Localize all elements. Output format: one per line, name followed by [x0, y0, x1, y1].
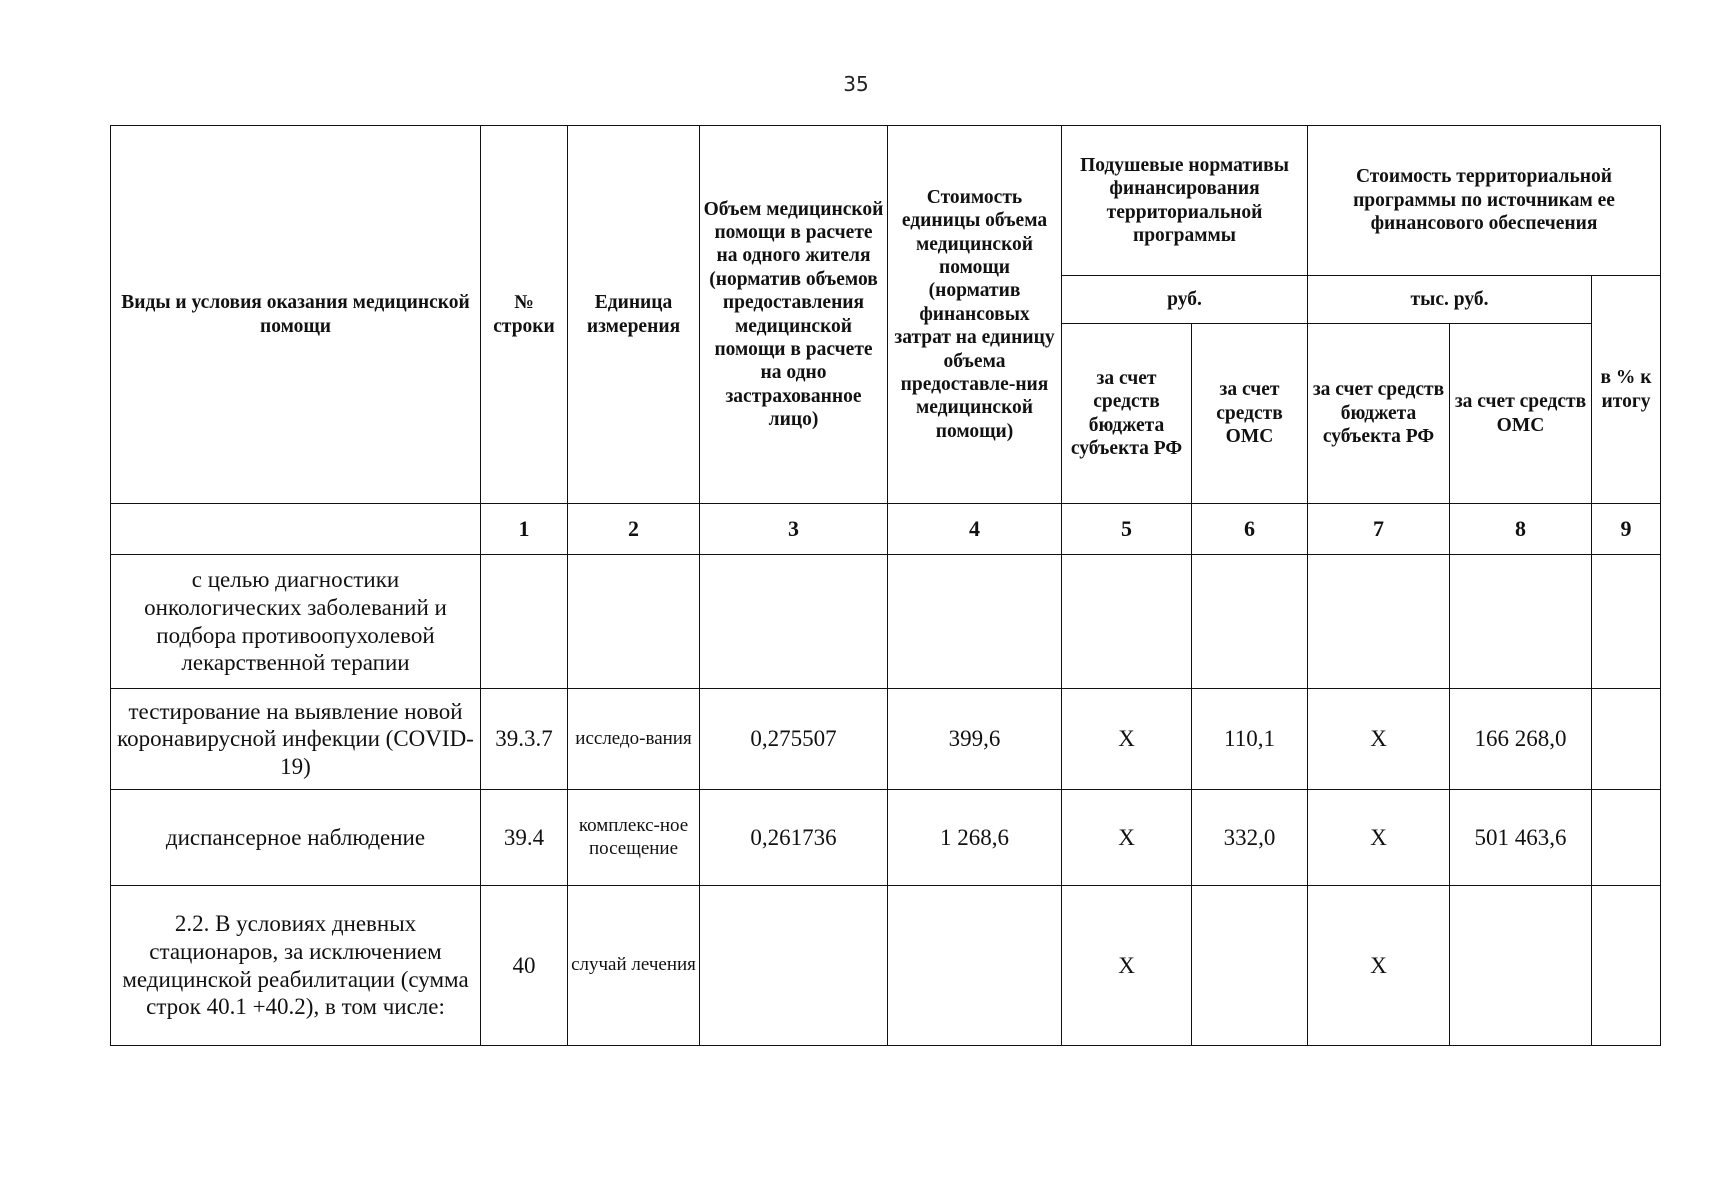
column-number: 2: [568, 504, 700, 555]
table-header: [111, 126, 1661, 504]
column-number: 5: [1062, 504, 1192, 555]
cell-oms: [1192, 555, 1308, 689]
table-row: [111, 555, 1661, 689]
header-rub: руб.: [1062, 276, 1308, 324]
cell-percent: [1592, 555, 1661, 689]
cell-unit: исследо-вания: [568, 689, 700, 790]
table-row: [111, 790, 1661, 886]
cell-row-no: 39.3.7: [481, 689, 568, 790]
cell-budget-rf: Х: [1062, 886, 1192, 1046]
cell-kind: 2.2. В условиях дневных стационаров, за исключением медицинской реабилитации (сумма строк 40.1 +40.2), в том числе:: [111, 886, 481, 1046]
cell-cost: 399,6: [888, 689, 1062, 790]
cell-row-no: 39.4: [481, 790, 568, 886]
cell-unit: [568, 555, 700, 689]
cell-row-no: [481, 555, 568, 689]
cell-volume: 0,261736: [700, 790, 888, 886]
header-kind: Виды и условия оказания медицинской помощи: [111, 126, 481, 504]
column-number-blank: [111, 504, 481, 555]
column-number: 7: [1308, 504, 1450, 555]
page-number: 35: [843, 72, 869, 96]
header-percent: в % к итогу: [1592, 276, 1661, 504]
cell-volume: [700, 886, 888, 1046]
table-row: [111, 689, 1661, 790]
cell-percent: [1592, 886, 1661, 1046]
cell-budget-rf-2: [1308, 555, 1450, 689]
header-oms-2: за счет средств ОМС: [1450, 324, 1592, 504]
cell-unit: случай лечения: [568, 886, 700, 1046]
cell-volume: [700, 555, 888, 689]
financing-table: [110, 125, 1661, 1046]
header-budget-rf-2: за счет средств бюджета субъекта РФ: [1308, 324, 1450, 504]
cell-kind: с целью диагностики онкологических заболеваний и подбора противоопухолевой лекарственной терапии: [111, 555, 481, 689]
cell-oms-2: 501 463,6: [1450, 790, 1592, 886]
cell-percent: [1592, 689, 1661, 790]
cell-kind: диспансерное наблюдение: [111, 790, 481, 886]
cell-volume: 0,275507: [700, 689, 888, 790]
cell-oms-2: [1450, 886, 1592, 1046]
cell-oms-2: [1450, 555, 1592, 689]
cell-row-no: 40: [481, 886, 568, 1046]
table-row: [111, 886, 1661, 1046]
header-thous-rub: тыс. руб.: [1308, 276, 1592, 324]
cell-budget-rf: [1062, 555, 1192, 689]
column-numbers-row: [111, 504, 1661, 555]
header-oms: за счет средств ОМС: [1192, 324, 1308, 504]
header-program-cost: Стоимость территориальной программы по источникам ее финансового обеспечения: [1308, 126, 1661, 276]
cell-budget-rf: Х: [1062, 790, 1192, 886]
column-number: 3: [700, 504, 888, 555]
cell-budget-rf-2: Х: [1308, 689, 1450, 790]
cell-cost: [888, 886, 1062, 1046]
cell-cost: [888, 555, 1062, 689]
cell-cost: 1 268,6: [888, 790, 1062, 886]
header-row-no: № строки: [481, 126, 568, 504]
column-number: 8: [1450, 504, 1592, 555]
cell-budget-rf-2: Х: [1308, 886, 1450, 1046]
header-unit: Единица измерения: [568, 126, 700, 504]
column-number: 1: [481, 504, 568, 555]
cell-oms: [1192, 886, 1308, 1046]
column-number: 9: [1592, 504, 1661, 555]
cell-oms: 332,0: [1192, 790, 1308, 886]
cell-kind: тестирование на выявление новой коронавирусной инфекции (COVID-19): [111, 689, 481, 790]
cell-oms-2: 166 268,0: [1450, 689, 1592, 790]
cell-budget-rf-2: Х: [1308, 790, 1450, 886]
header-per-capita: Подушевые нормативы финансирования территориальной программы: [1062, 126, 1308, 276]
header-budget-rf: за счет средств бюджета субъекта РФ: [1062, 324, 1192, 504]
cell-oms: 110,1: [1192, 689, 1308, 790]
header-volume: Объем медицинской помощи в расчете на одного жителя (норматив объемов предоставления медицинской помощи в расчете на одно застрахованное лицо): [700, 126, 888, 504]
header-cost: Стоимость единицы объема медицинской помощи (норматив финансовых затрат на единицу объема предоставле-ния медицинской помощи): [888, 126, 1062, 504]
cell-budget-rf: Х: [1062, 689, 1192, 790]
column-number: 6: [1192, 504, 1308, 555]
column-number: 4: [888, 504, 1062, 555]
cell-percent: [1592, 790, 1661, 886]
cell-unit: комплекс-ное посещение: [568, 790, 700, 886]
